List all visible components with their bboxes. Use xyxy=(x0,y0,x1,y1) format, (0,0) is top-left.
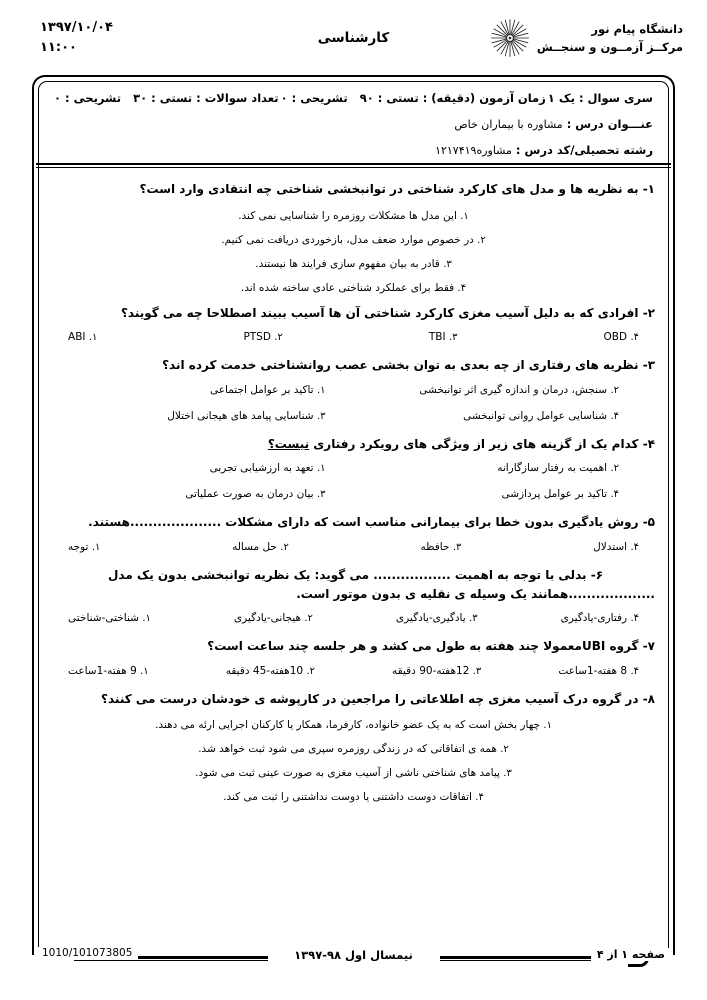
question-count-essay-label: تشریحی : xyxy=(61,91,122,105)
answer-option[interactable] xyxy=(68,539,100,556)
answer-option[interactable] xyxy=(60,460,354,477)
option-number: ۴. xyxy=(630,541,639,553)
answer-option[interactable] xyxy=(50,782,657,806)
option-number: ۲. xyxy=(477,234,486,246)
exam-time-essay-label: تشریحی : xyxy=(287,91,348,105)
page-footer xyxy=(0,946,707,968)
answer-option[interactable] xyxy=(604,329,639,346)
option-number: ۱. xyxy=(316,384,326,396)
option-number: ۲. xyxy=(304,613,313,625)
option-text: PTSD xyxy=(243,331,271,344)
university-name xyxy=(537,20,683,57)
option-number: ۳. xyxy=(472,665,482,677)
exam-time-label: زمان آزمون (دقیقه) : تستی : xyxy=(373,91,546,105)
answer-option[interactable] xyxy=(354,382,648,399)
answer-option[interactable] xyxy=(593,539,639,556)
option-number: ۳. xyxy=(448,332,458,344)
question-stem xyxy=(50,176,657,201)
option-number: ۲. xyxy=(610,463,619,475)
university-line-1: دانشگاه پیام نور xyxy=(591,21,683,36)
question-stem-emphasis: نیست؟ xyxy=(267,436,310,451)
option-text: ABI xyxy=(68,331,86,344)
answer-option[interactable] xyxy=(50,249,657,273)
option-number: ۴. xyxy=(610,489,619,501)
exam-info-row xyxy=(52,87,655,105)
course-code-value: مشاوره۱۲۱۷۴۱۹ xyxy=(435,144,512,157)
course-title-label: عنـــوان درس : xyxy=(562,117,653,131)
option-text: بیان درمان به صورت عملیاتی xyxy=(185,488,314,501)
question-count-label: تعداد سوالات : تستی : xyxy=(147,91,279,105)
course-code-label: رشته تحصیلی/کد درس : xyxy=(511,143,653,157)
answer-options xyxy=(50,710,657,806)
info-separator-thin xyxy=(36,167,671,168)
university-brand xyxy=(490,18,683,58)
exam-time-essay: ۰ xyxy=(280,91,288,105)
question-stem xyxy=(50,686,657,711)
option-number: ۱. xyxy=(142,613,151,625)
exam-time-mc: ۹۰ xyxy=(359,91,374,105)
answer-options xyxy=(50,605,657,630)
answer-option[interactable] xyxy=(354,408,648,425)
university-line-2: مرکــز آزمــون و سنجــش xyxy=(536,40,683,54)
option-text: پیامد های شناختی ناشی از آسیب مغزی به صورت عینی ثبت می شود. xyxy=(195,767,500,780)
question-stem xyxy=(50,352,657,377)
answer-option[interactable] xyxy=(429,329,458,346)
option-number: ۲. xyxy=(610,384,619,396)
answer-option[interactable] xyxy=(50,710,657,734)
degree-level: کارشناسی xyxy=(317,30,390,46)
option-text: شناختی-شناختی xyxy=(68,612,139,625)
option-number: ۳. xyxy=(316,489,326,501)
option-number: ۱. xyxy=(460,210,469,222)
option-number: ۳. xyxy=(443,258,452,270)
question-number: ۴- xyxy=(642,436,655,451)
answer-option[interactable] xyxy=(50,758,657,782)
option-text: قادر به بیان مفهوم سازی فرایند ها نیستند. xyxy=(255,257,440,270)
option-text: حافظه xyxy=(420,540,450,553)
exam-time-cell xyxy=(281,91,546,105)
question-block xyxy=(50,176,657,297)
footer-page-number: صفحه ۱ از ۴ xyxy=(591,948,671,961)
page-header xyxy=(0,0,707,72)
option-text: همه ی اتفاقاتی که در زندگی روزمره سپری می شود ثبت خواهد شد. xyxy=(198,743,497,756)
question-block xyxy=(50,352,657,428)
answer-option[interactable] xyxy=(60,486,354,503)
option-text: OBD xyxy=(603,331,628,344)
answer-option[interactable] xyxy=(396,610,478,627)
option-text: توجه xyxy=(68,540,89,553)
answer-option[interactable] xyxy=(234,610,313,627)
exam-time: ۱۱:۰۰ xyxy=(40,40,77,56)
option-text: چهار بخش است که به یک عضو خانواده، کارفرما، همکار یا کارکنان اجرایی ارئه می دهند. xyxy=(155,719,541,732)
question-number: ۵- xyxy=(642,515,655,530)
exam-date: ۱۳۹۷/۱۰/۰۴ xyxy=(40,20,113,35)
question-block xyxy=(50,509,657,559)
footer-semester: نیمسال اول ۹۸-۱۳۹۷ xyxy=(268,948,440,962)
option-number: ۴. xyxy=(630,665,639,677)
question-block xyxy=(50,686,657,807)
question-stem xyxy=(50,431,657,456)
question-count-mc: ۳۰ xyxy=(133,91,148,105)
option-text: اهمیت به رفتار سازگارانه xyxy=(497,462,608,475)
series-cell xyxy=(548,91,653,105)
question-number: ۷- xyxy=(642,639,655,654)
option-text: تاکید بر عوامل پردازشی xyxy=(501,488,608,501)
answer-option[interactable] xyxy=(50,273,657,297)
question-count-cell xyxy=(54,91,279,105)
question-count-essay: ۰ xyxy=(54,91,62,105)
questions-container xyxy=(40,176,667,946)
option-number: ۳. xyxy=(316,410,326,422)
answer-option[interactable] xyxy=(561,610,639,627)
question-stem xyxy=(50,633,657,658)
option-text: یادگیری-یادگیری xyxy=(395,612,466,625)
course-title-value: مشاوره با بیماران خاص xyxy=(454,118,563,131)
option-text: 9 هفته-1ساعت xyxy=(68,664,137,677)
option-text: فقط برای عملکرد شناختی عادی ساخته شده اند. xyxy=(240,281,455,294)
option-number: ۴. xyxy=(630,613,639,625)
answer-options xyxy=(50,534,657,559)
question-number: ۶- xyxy=(590,567,604,582)
answer-option[interactable] xyxy=(68,663,149,680)
option-number: ۳. xyxy=(452,541,462,553)
option-number: ۱. xyxy=(316,463,326,475)
answer-option[interactable] xyxy=(421,539,462,556)
question-block xyxy=(50,300,657,350)
option-number: ۱. xyxy=(91,541,101,553)
option-number: ۲. xyxy=(280,541,289,553)
answer-option[interactable] xyxy=(243,329,282,346)
option-text: شناسایی عوامل روانی توانبخشی xyxy=(463,409,608,422)
question-number: ۳- xyxy=(642,358,655,373)
question-stem-text: افرادی که به دلیل آسیب مغزی کارکرد شناختی آن ها آسیب ببیند اصطلاحا چه می گویند؟ xyxy=(120,305,639,320)
question-stem xyxy=(50,562,657,605)
answer-option[interactable] xyxy=(68,329,97,346)
option-text: TBI xyxy=(428,331,446,344)
exam-info-block xyxy=(38,81,669,161)
option-text: استدلال xyxy=(593,540,628,553)
question-stem-text: کدام یک از گزینه های زیر از ویژگی های رویکرد رفتاری xyxy=(309,436,639,451)
course-code-row xyxy=(52,143,655,157)
option-number: ۳. xyxy=(503,768,512,780)
answer-option[interactable] xyxy=(68,610,151,627)
series-value: یک ۱ xyxy=(547,91,575,105)
answer-option[interactable] xyxy=(354,486,648,503)
option-number: ۱. xyxy=(543,720,552,732)
option-number: ۱. xyxy=(140,665,149,677)
option-text: این مدل ها مشکلات روزمره را شناسایی نمی کند. xyxy=(238,209,457,222)
option-text: تاکید بر عوامل اجتماعی xyxy=(210,383,314,396)
answer-option[interactable] xyxy=(232,539,289,556)
answer-option[interactable] xyxy=(226,663,315,680)
option-number: ۳. xyxy=(469,613,478,625)
option-number: ۲. xyxy=(306,665,315,677)
option-text: تعهد به ارزشیابی تجربی xyxy=(209,462,314,475)
option-number: ۲. xyxy=(274,332,283,344)
question-stem xyxy=(50,300,657,325)
option-text: حل مساله xyxy=(232,540,277,553)
question-stem-text: روش یادگیری بدون خطا برای بیمارانی مناسب است که دارای مشکلات ....................هستند. xyxy=(88,515,639,530)
option-number: ۴. xyxy=(457,282,467,294)
option-text: سنجش، درمان و اندازه گیری اثر توانبخشی xyxy=(419,383,608,396)
question-block xyxy=(50,431,657,507)
option-text: در خصوص موارد ضعف مدل، بازخوردی دریافت نمی کنیم. xyxy=(221,233,474,246)
question-stem-text: نظریه های رفتاری از چه بعدی به توان بخشی عصب روانشناختی خدمت کرده اند؟ xyxy=(162,358,639,373)
answer-option[interactable] xyxy=(354,460,648,477)
answer-option[interactable] xyxy=(50,201,657,225)
question-number: ۲- xyxy=(642,305,655,320)
answer-option[interactable] xyxy=(50,734,657,758)
answer-options xyxy=(50,324,657,349)
answer-options xyxy=(50,455,657,506)
question-block xyxy=(50,633,657,683)
option-number: ۴. xyxy=(630,332,639,344)
footer-exam-code: 1010/101073805 xyxy=(36,947,138,959)
answer-option[interactable] xyxy=(50,225,657,249)
answer-options xyxy=(50,377,657,428)
course-title-row xyxy=(52,117,655,131)
question-stem-text: گروه UBIمعمولا چند هفته به طول می کشد و هر جلسه چند ساعت است؟ xyxy=(207,639,639,654)
option-text: رفتاری-یادگیری xyxy=(560,612,628,625)
answer-options xyxy=(50,658,657,683)
option-number: ۴. xyxy=(610,410,619,422)
info-separator-thick xyxy=(36,163,671,165)
option-text: 12هفته-90 دقیقه xyxy=(392,664,470,677)
option-number: ۴. xyxy=(475,792,484,804)
question-stem-text: بدلی با توجه به اهمیت ................. می گوید: یک نظریه توانبخشی بدون یک مدل ...................همانند یک وسیله ی نقلیه ی بدون موتور است. xyxy=(107,567,655,601)
answer-option[interactable] xyxy=(392,663,481,680)
question-block xyxy=(50,562,657,630)
question-stem-text: به نظریه ها و مدل های کارکرد شناختی در توانبخشی شناختی چه انتقادی وارد است؟ xyxy=(139,182,639,196)
series-label: سری سوال : xyxy=(574,91,653,105)
option-text: اتفاقات دوست داشتنی یا دوست نداشتنی را ثبت می کند. xyxy=(223,791,472,804)
answer-option[interactable] xyxy=(60,408,354,425)
sunburst-logo-icon xyxy=(490,18,530,58)
question-stem-text: در گروه درک آسیب مغزی چه اطلاعاتی را مراجعین در کارپوشه ی خودشان درست می کنند؟ xyxy=(101,691,639,706)
answer-option[interactable] xyxy=(60,382,354,399)
question-stem xyxy=(50,509,657,534)
option-text: 10هفته-45 دقیقه xyxy=(225,664,304,677)
question-number: ۸- xyxy=(642,691,655,706)
option-text: هیجانی-یادگیری xyxy=(233,612,302,625)
answer-options xyxy=(50,201,657,297)
option-text: 8 هفته-1ساعت xyxy=(558,664,628,677)
option-text: شناسایی پیامد های هیجانی اختلال xyxy=(167,409,314,422)
answer-option[interactable] xyxy=(558,663,639,680)
option-number: ۲. xyxy=(500,744,509,756)
option-number: ۱. xyxy=(88,332,98,344)
question-number: ۱- xyxy=(642,182,655,196)
